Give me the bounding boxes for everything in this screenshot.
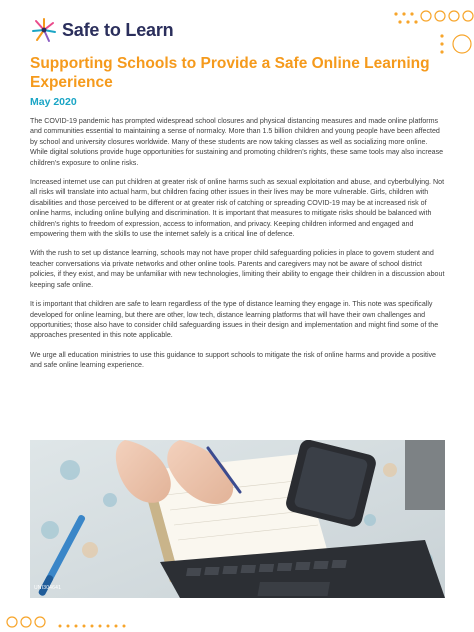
paragraph: It is important that children are safe to learn regardless of the type of distance learning they engage in. This note was specifically developed for online learning, but there are other, low tech, distance learning platforms that will have their own challenges and opportunities; those also have to consider child safeguarding issues in their design and implementation and might find some of the approaches presented in this note applicable.: [30, 300, 439, 340]
page-title: Supporting Schools to Provide a Safe Online Learning Experience: [30, 55, 430, 91]
brand-name: Safe to Learn: [62, 19, 174, 40]
photo-illustration: [30, 440, 445, 598]
body-text: [30, 116, 446, 380]
paragraph: The COVID-19 pandemic has prompted widespread school closures and physical distancing measures and made online platforms and communities essential to maintaining a sense of normalcy. More than 1.5 billion children and young people have been affected by school and university closures worldwide. Many of these students are now taking classes as well as socializing more online. While digital solutions provide huge opportunities for sustaining and promoting children’s rights, these same tools may also increase children’s exposure to online risks.: [30, 117, 444, 167]
study-photo: [30, 440, 445, 598]
star-burst-logo-icon: [30, 16, 58, 44]
brand-logo: [30, 16, 173, 44]
decorative-circles-bottom: [0, 592, 150, 632]
paragraph: Increased internet use can put children at greater risk of online harms such as sexual exploitation and abuse, and cyberbullying. Not all risks will translate into actual harm, but children facing other issues in their lives may be more vulnerable. Girls, children with disabilities and those perceived to be different or at greater risk of catching or spreading COVID-19 may be at increased risk of online harms, including online bullying and discrimination. It is important that measures to mitigate risks should be balanced with children’s rights to freedom of expression, access to information, and privacy. Keeping children informed and engaged and empowering them with the skills to use the internet safely is a critical line of defence.: [30, 178, 445, 239]
paragraph: With the rush to set up distance learning, schools may not have proper child safeguarding policies in place to govern student and teacher conversations via private networks and other online tools. Parents and caregivers may not be aware of school district policies, if they exist, and may be unfamiliar with new technologies, limiting their ability to engage their children in a discussion about keeping safe online.: [30, 249, 445, 289]
photo-credit: UNI304641: [34, 585, 62, 591]
paragraph: We urge all education ministries to use this guidance to support schools to mitigate the risk of online harms and provide a positive and safe online learning experience.: [30, 350, 437, 370]
publication-date: May 2020: [30, 96, 77, 108]
